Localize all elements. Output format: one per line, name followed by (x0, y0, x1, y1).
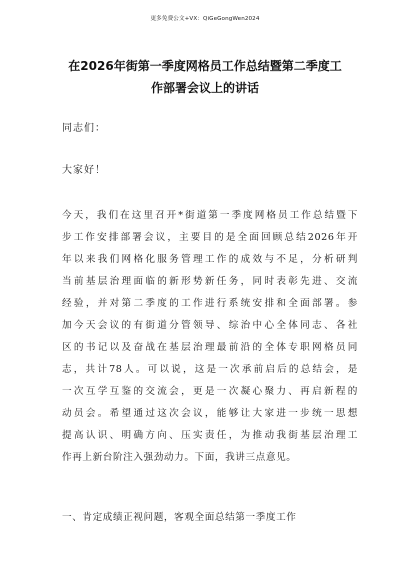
body-line: 动员会。希望通过这次会议，能够让大家进一步统一思想 (62, 408, 358, 419)
body-line: 当前基层治理面临的新形势新任务，同时表彰先进、交流 (62, 276, 358, 287)
section-heading: 一、肯定成绩正视问题，客观全面总结第一季度工作 (62, 512, 297, 523)
body-line: 区的书记以及奋战在基层治理最前沿的全体专职网格员同 (62, 342, 358, 353)
greeting: 大家好！ (62, 165, 106, 176)
title-line: 在2026年街第一季度网格员工作总结暨第二季度工 (68, 59, 342, 73)
body-line: 年以来我们网格化服务管理工作的成效与不足，分析研判 (62, 254, 358, 265)
body-paragraph (62, 205, 358, 469)
body-line: 经验，并对第二季度的工作进行系统安排和全面部署。参 (62, 298, 358, 309)
body-line: 一次互学互鉴的交流会，更是一次凝心聚力、再启新程的 (62, 386, 358, 397)
document-title (52, 55, 358, 99)
title-line: 作部署会议上的讲话 (150, 81, 259, 95)
body-line: 今天，我们在这里召开*街道第一季度网格员工作总结暨下 (62, 210, 358, 221)
top-note: 更多免费公文+VX：QiGeGongWen2024 (150, 16, 260, 22)
body-line: 作再上新台阶注入强劲动力。下面，我讲三点意见。 (62, 452, 297, 463)
salutation: 同志们： (62, 123, 106, 134)
body-line: 加今天会议的有街道分管领导、综治中心全体同志、各社 (62, 320, 358, 331)
body-line: 志，共计78人。可以说，这是一次承前启后的总结会，是 (62, 364, 358, 375)
body-line: 步工作安排部署会议，主要目的是全面回顾总结2026年开 (62, 232, 358, 243)
body-line: 提高认识、明确方向、压实责任，为推动我街基层治理工 (62, 430, 358, 441)
